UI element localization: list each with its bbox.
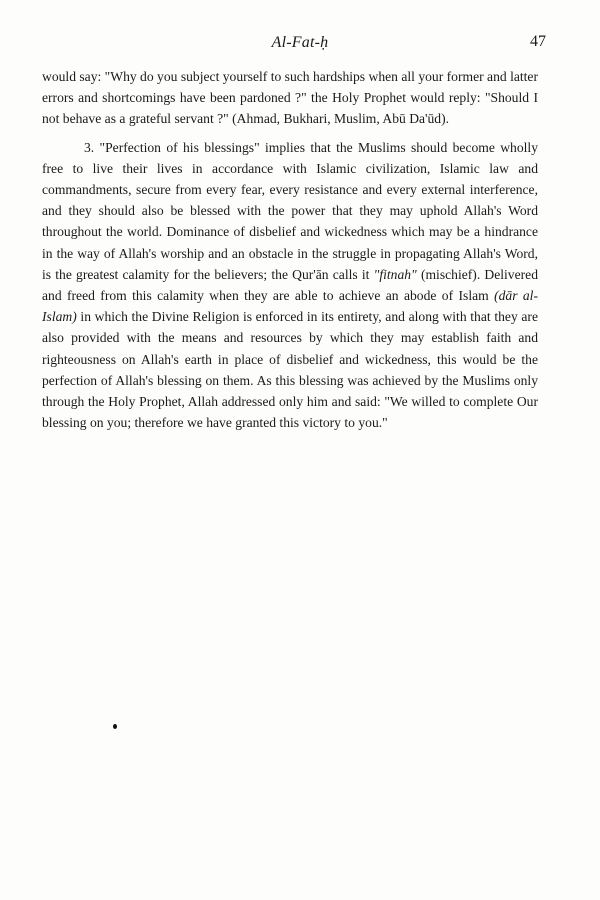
term-dar-al-islam: (dār al-Islam) [42, 288, 538, 325]
paragraph-text-segment: (mischief). Delivered and freed from this calamity when they are able to achieve an abode of Islam [42, 266, 538, 304]
body-text [42, 66, 538, 433]
paragraph-point-3 [42, 137, 538, 434]
paragraph-text-segment: in which the Divine Religion is enforced in its entirety, and along with that they are also provided with the means and resources by which they may establish faith and righteousness on Allah's earth in place of disbelief and wickedness, this would be the perfection of Allah's blessing on them. As this blessing was achieved by the Muslims only through the Holy Prophet, Allah addressed only him and said: "We willed to complete Our blessing on you; therefore we have granted this victory to you." [42, 309, 538, 431]
paragraph-text-segment: 3. "Perfection of his blessings" implies that the Muslims should become wholly free to live their lives in accordance with Islamic civilization, Islamic law and commandments, secure from every fear, every resistance and every external interference, and they should also be blessed with the power that they may uphold Allah's Word throughout the world. Dominance of disbelief and wickedness which may be a hindrance in the way of Allah's worship and an obstacle in the struggle in propagating Allah's Word, is the greatest calamity for the believers; the Qur'ān calls it [42, 139, 538, 282]
ink-speck [113, 724, 117, 729]
running-title: Al-Fat-ḥ [271, 34, 329, 51]
paragraph-continuation: would say: "Why do you subject yourself to such hardships when all your former and latter errors and shortcomings have been pardoned ?" the Holy Prophet would reply: "Should I not behave as a grateful servant ?" (Ahmad, Bukhari, Muslim, Abū Da'ūd). [42, 69, 538, 127]
page-number: 47 [530, 33, 546, 50]
term-fitnah: "fitnah" [373, 266, 417, 282]
